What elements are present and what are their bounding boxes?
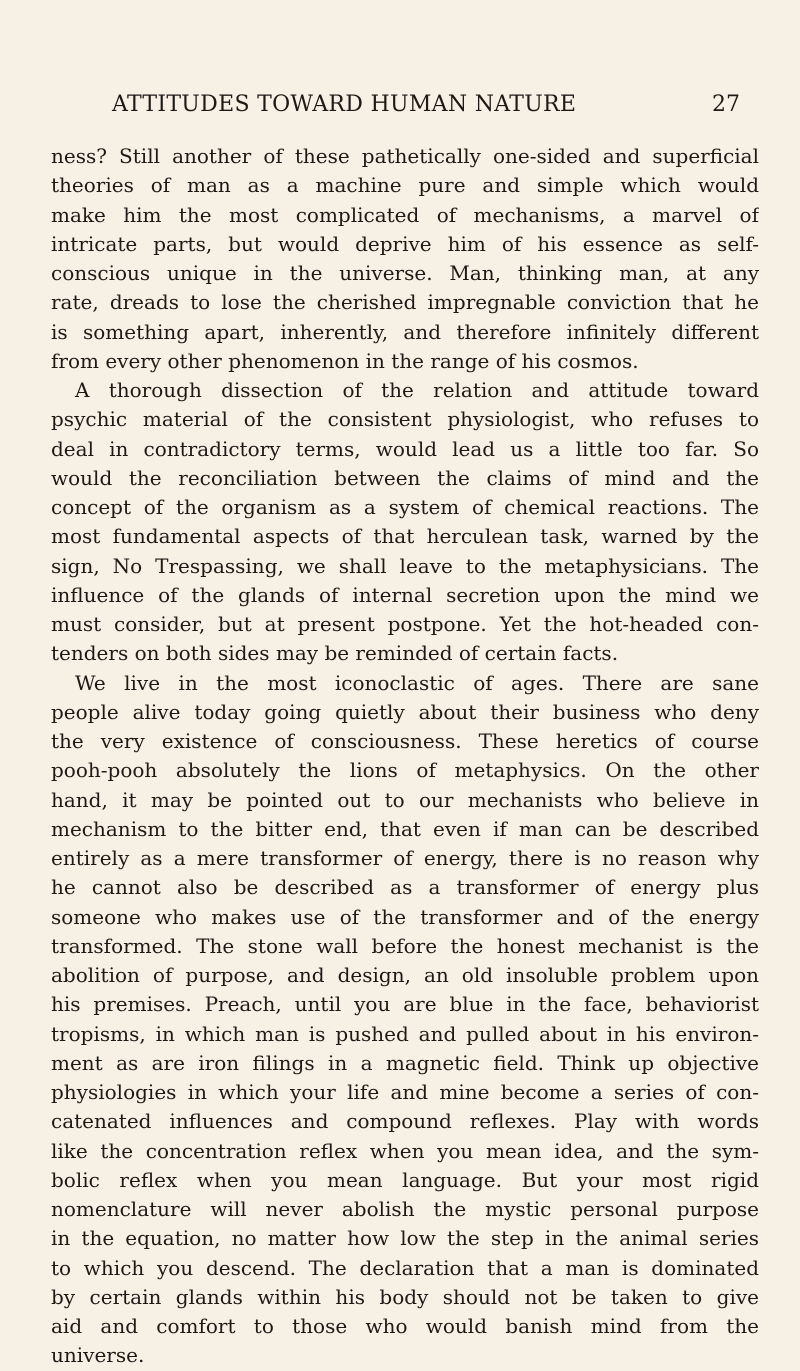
text-line: people alive today going quietly about their business who deny bbox=[51, 699, 759, 724]
text-line: the very existence of consciousness. These heretics of course bbox=[51, 729, 759, 753]
page-number: 27 bbox=[712, 92, 740, 117]
text-line: would the reconciliation between the claims of mind and the bbox=[51, 465, 759, 490]
text-line: deal in contradictory terms, would lead us a little too far. So bbox=[51, 436, 759, 461]
text-line: most fundamental aspects of that herculean task, warned by the bbox=[51, 524, 759, 549]
text-line: mechanism to the bitter end, that even if man can be described bbox=[51, 816, 759, 841]
text-line: physiologies in which your life and mine become a series of con- bbox=[51, 1080, 759, 1104]
text-line: bolic reflex when you mean language. But your most rigid bbox=[51, 1167, 759, 1192]
text-line: ness? Still another of these pathetically one-sided and superficial bbox=[51, 144, 759, 168]
text-line: conscious unique in the universe. Man, thinking man, at any bbox=[51, 261, 759, 285]
text-line: rate, dreads to lose the cherished impregnable conviction that he bbox=[51, 290, 759, 315]
text-line: tenders on both sides may be reminded of certain facts. bbox=[51, 641, 619, 666]
text-line: to which you descend. The declaration that a man is dominated bbox=[51, 1255, 759, 1280]
text-line: catenated influences and compound reflexes. Play with words bbox=[51, 1109, 759, 1134]
text-line: from every other phenomenon in the range of his cosmos. bbox=[51, 348, 639, 373]
text-line: he cannot also be described as a transformer of energy plus bbox=[51, 875, 759, 900]
text-line: tropisms, in which man is pushed and pulled about in his environ- bbox=[51, 1021, 759, 1046]
text-line: transformed. The stone wall before the honest mechanist is the bbox=[51, 933, 759, 958]
text-line: influence of the glands of internal secretion upon the mind we bbox=[51, 582, 759, 607]
text-line: sign, No Trespassing, we shall leave to the metaphysicians. The bbox=[51, 553, 759, 578]
text-line: We live in the most iconoclastic of ages. There are sane bbox=[75, 670, 759, 695]
running-title: ATTITUDES TOWARD HUMAN NATURE bbox=[112, 92, 577, 117]
running-head bbox=[0, 92, 800, 122]
text-line: aid and comfort to those who would banish mind from the bbox=[51, 1314, 759, 1338]
text-line: abolition of purpose, and design, an old insoluble problem upon bbox=[51, 963, 759, 987]
text-line: must consider, but at present postpone. Yet the hot-headed con- bbox=[51, 612, 759, 636]
text-line: make him the most complicated of mechanisms, a marvel of bbox=[51, 202, 759, 227]
text-line: in the equation, no matter how low the step in the animal series bbox=[51, 1226, 759, 1251]
text-line: like the concentration reflex when you mean idea, and the sym- bbox=[51, 1138, 759, 1163]
body-text bbox=[51, 142, 759, 1371]
text-line: someone who makes use of the transformer and of the energy bbox=[51, 904, 759, 929]
text-line: entirely as a mere transformer of energy, there is no reason why bbox=[51, 846, 759, 870]
text-line: universe. bbox=[51, 1343, 145, 1368]
text-line: intricate parts, but would deprive him of his essence as self- bbox=[51, 231, 759, 256]
text-line: hand, it may be pointed out to our mechanists who believe in bbox=[51, 787, 759, 812]
text-line: A thorough dissection of the relation and attitude toward bbox=[75, 378, 759, 402]
text-line: by certain glands within his body should not be taken to give bbox=[51, 1284, 759, 1309]
text-line: nomenclature will never abolish the mystic personal purpose bbox=[51, 1197, 759, 1221]
text-line: pooh-pooh absolutely the lions of metaphysics. On the other bbox=[51, 758, 759, 783]
text-line: ment as are iron filings in a magnetic field. Think up objective bbox=[51, 1050, 759, 1075]
text-line: concept of the organism as a system of chemical reactions. The bbox=[51, 495, 759, 519]
text-line: is something apart, inherently, and therefore infinitely different bbox=[51, 319, 759, 344]
text-line: his premises. Preach, until you are blue in the face, behaviorist bbox=[51, 992, 759, 1017]
text-line: theories of man as a machine pure and simple which would bbox=[51, 173, 759, 198]
text-line: psychic material of the consistent physiologist, who refuses to bbox=[51, 407, 759, 432]
